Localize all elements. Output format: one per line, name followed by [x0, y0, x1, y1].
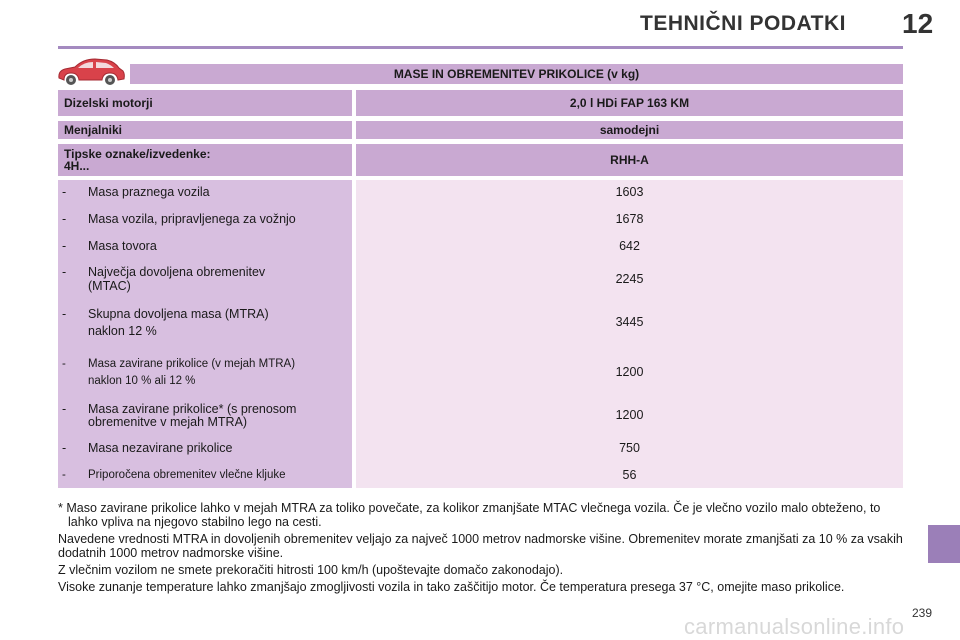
page-number: 239	[912, 606, 933, 620]
note-paragraph: Visoke zunanje temperature lahko zmanjšajo zmogljivosti vozila in tako zaščitijo motor. Če temperatura presega 37 °C, omejite maso prikolice.	[58, 580, 845, 594]
note-paragraph: Z vlečnim vozilom ne smete prekoračiti hitrosti 100 km/h (upoštevajte domačo zakonodajo).	[58, 563, 564, 577]
row-value: 642	[619, 239, 640, 253]
gearbox-label: Menjalniki	[58, 121, 352, 139]
car-icon	[55, 54, 127, 88]
chapter-side-tab	[928, 525, 960, 563]
note-paragraph: Navedene vrednosti MTRA in dovoljenih obremenitev veljajo za največ 1000 metrov nadmorske višine. Obremenitev morate zmanjšati za 10 % za vsakih dodatnih 1000 metrov nadmorske višine.	[58, 532, 903, 560]
row-value: 56	[622, 468, 637, 482]
notes-section	[58, 501, 906, 597]
watermark: carmanualsonline.info	[684, 614, 905, 639]
gearbox-value: samodejni	[356, 121, 903, 139]
chapter-title: TEHNIČNI PODATKI	[640, 12, 846, 35]
header-divider	[58, 46, 903, 49]
row-value: 1200	[615, 365, 644, 379]
footnote: * Maso zavirane prikolice lahko v mejah MTRA za toliko povečate, za kolikor zmanjšate MTAC vlečnega vozila. Če je vlečno vozilo malo obteženo, to lahko vpliva na njegovo stabilno lego na cesti.	[58, 501, 881, 529]
row-value: 3445	[615, 315, 644, 329]
row-value: 1678	[615, 212, 644, 226]
type-label-line-1: Tipske oznake/izvedenke:	[64, 147, 211, 161]
row-value: 1200	[615, 408, 644, 422]
row-value: 2245	[615, 272, 644, 286]
engine-label: Dizelski motorji	[58, 90, 352, 116]
type-label	[58, 144, 352, 176]
type-value: RHH-A	[356, 144, 903, 176]
type-label-line-2: 4H...	[64, 159, 90, 173]
table-title: MASE IN OBREMENITEV PRIKOLICE (v kg)	[130, 64, 903, 84]
row-value: 1603	[615, 185, 644, 199]
row-value: 750	[619, 441, 640, 455]
chapter-number: 12	[902, 8, 934, 39]
engine-value: 2,0 l HDi FAP 163 KM	[356, 90, 903, 116]
